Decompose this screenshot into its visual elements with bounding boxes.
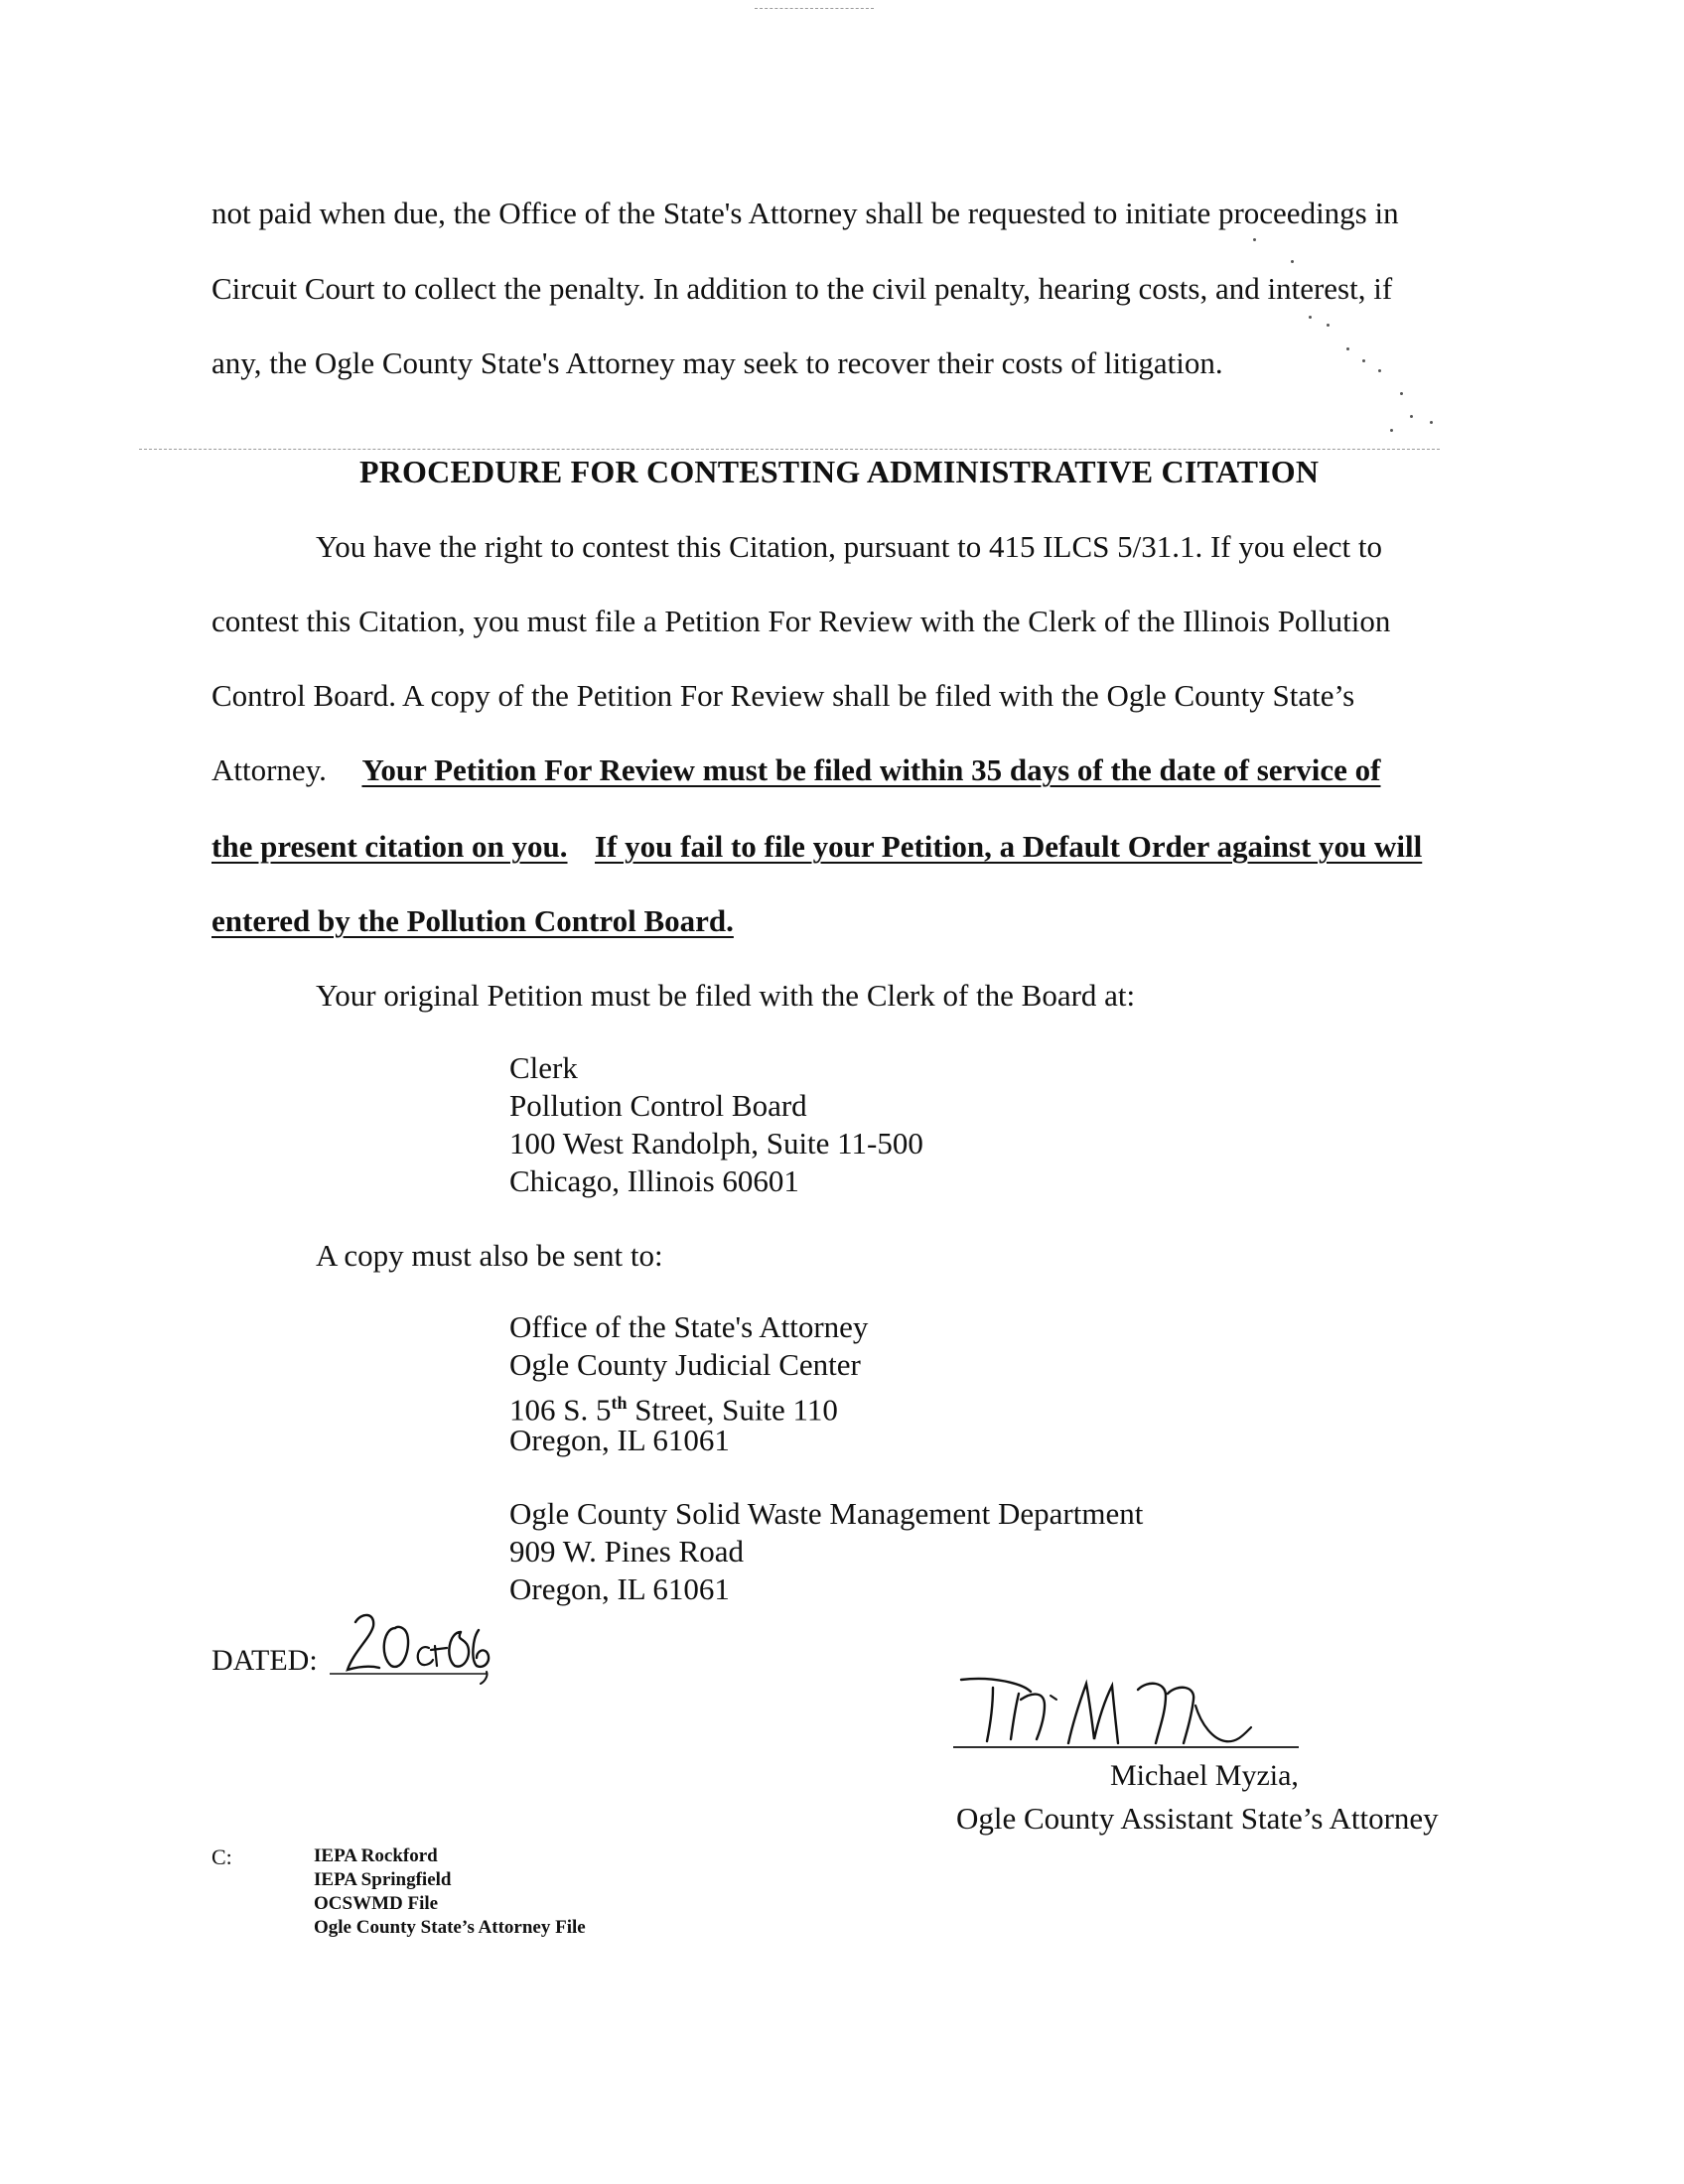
sa-address-line-2: Ogle County Judicial Center	[509, 1347, 861, 1382]
default-order-notice-a: If you fail to file your Petition, a Default Order against you will	[595, 829, 1423, 864]
dated-handwritten-date	[328, 1608, 496, 1688]
paragraph-2-line-5	[211, 828, 1422, 866]
sa-address-line-1: Office of the State's Attorney	[509, 1309, 869, 1344]
filing-instruction: Your original Petition must be filed with the Clerk of the Board at:	[316, 978, 1136, 1013]
deadline-notice-a: Your Petition For Review must be filed within 35 days of the date of service of	[361, 752, 1381, 787]
cc-recipient-3: OCSWMD File	[314, 1893, 439, 1914]
scan-artifact-top	[755, 8, 874, 9]
default-order-notice-b: entered by the Pollution Control Board.	[211, 903, 734, 938]
clerk-address-line-2: Pollution Control Board	[509, 1088, 807, 1123]
paragraph-1-line-2: Circuit Court to collect the penalty. In addition to the civil penalty, hearing costs, and interest, if	[211, 271, 1393, 306]
section-heading: PROCEDURE FOR CONTESTING ADMINISTRATIVE CITATION	[359, 454, 1320, 489]
sa-address-street-rest: Street, Suite 110	[627, 1392, 838, 1428]
paragraph-1-line-1: not paid when due, the Office of the State's Attorney shall be requested to initiate proceedings in	[211, 196, 1399, 230]
copy-instruction: A copy must also be sent to:	[316, 1238, 663, 1273]
paragraph-2-line-4	[211, 751, 1380, 789]
sa-address-street-number: 106 S. 5	[509, 1392, 612, 1428]
paragraph-2-line-2: contest this Citation, you must file a Petition For Review with the Clerk of the Illinois Pollution	[211, 604, 1391, 638]
paragraph-2-line-4-plain: Attorney.	[211, 752, 327, 787]
swm-address-line-1: Ogle County Solid Waste Management Department	[509, 1496, 1144, 1531]
signer-title: Ogle County Assistant State’s Attorney	[956, 1801, 1439, 1836]
swm-address-line-3: Oregon, IL 61061	[509, 1571, 730, 1606]
signer-name: Michael Myzia,	[1110, 1759, 1299, 1792]
cc-recipient-4: Ogle County State’s Attorney File	[314, 1917, 586, 1938]
clerk-address-line-1: Clerk	[509, 1050, 578, 1085]
dated-label: DATED:	[211, 1644, 318, 1677]
cc-recipient-1: IEPA Rockford	[314, 1845, 438, 1866]
clerk-address-line-3: 100 West Randolph, Suite 11-500	[509, 1126, 923, 1160]
paragraph-2-line-1: You have the right to contest this Citation, pursuant to 415 ILCS 5/31.1. If you elect to	[316, 529, 1382, 564]
handwritten-signature	[953, 1666, 1370, 1765]
paragraph-1-line-3: any, the Ogle County State's Attorney may seek to recover their costs of litigation.	[211, 345, 1223, 380]
paragraph-2-line-3: Control Board. A copy of the Petition For Review shall be filed with the Ogle County State’s	[211, 678, 1355, 713]
swm-address-line-2: 909 W. Pines Road	[509, 1534, 744, 1569]
sa-address-line-4: Oregon, IL 61061	[509, 1423, 730, 1457]
cc-label: C:	[211, 1844, 232, 1869]
scan-artifact-divider	[139, 449, 1440, 450]
ordinal-suffix: th	[611, 1393, 628, 1413]
clerk-address-line-4: Chicago, Illinois 60601	[509, 1163, 799, 1198]
deadline-notice-b: the present citation on you.	[211, 829, 568, 864]
cc-recipient-2: IEPA Springfield	[314, 1869, 452, 1890]
